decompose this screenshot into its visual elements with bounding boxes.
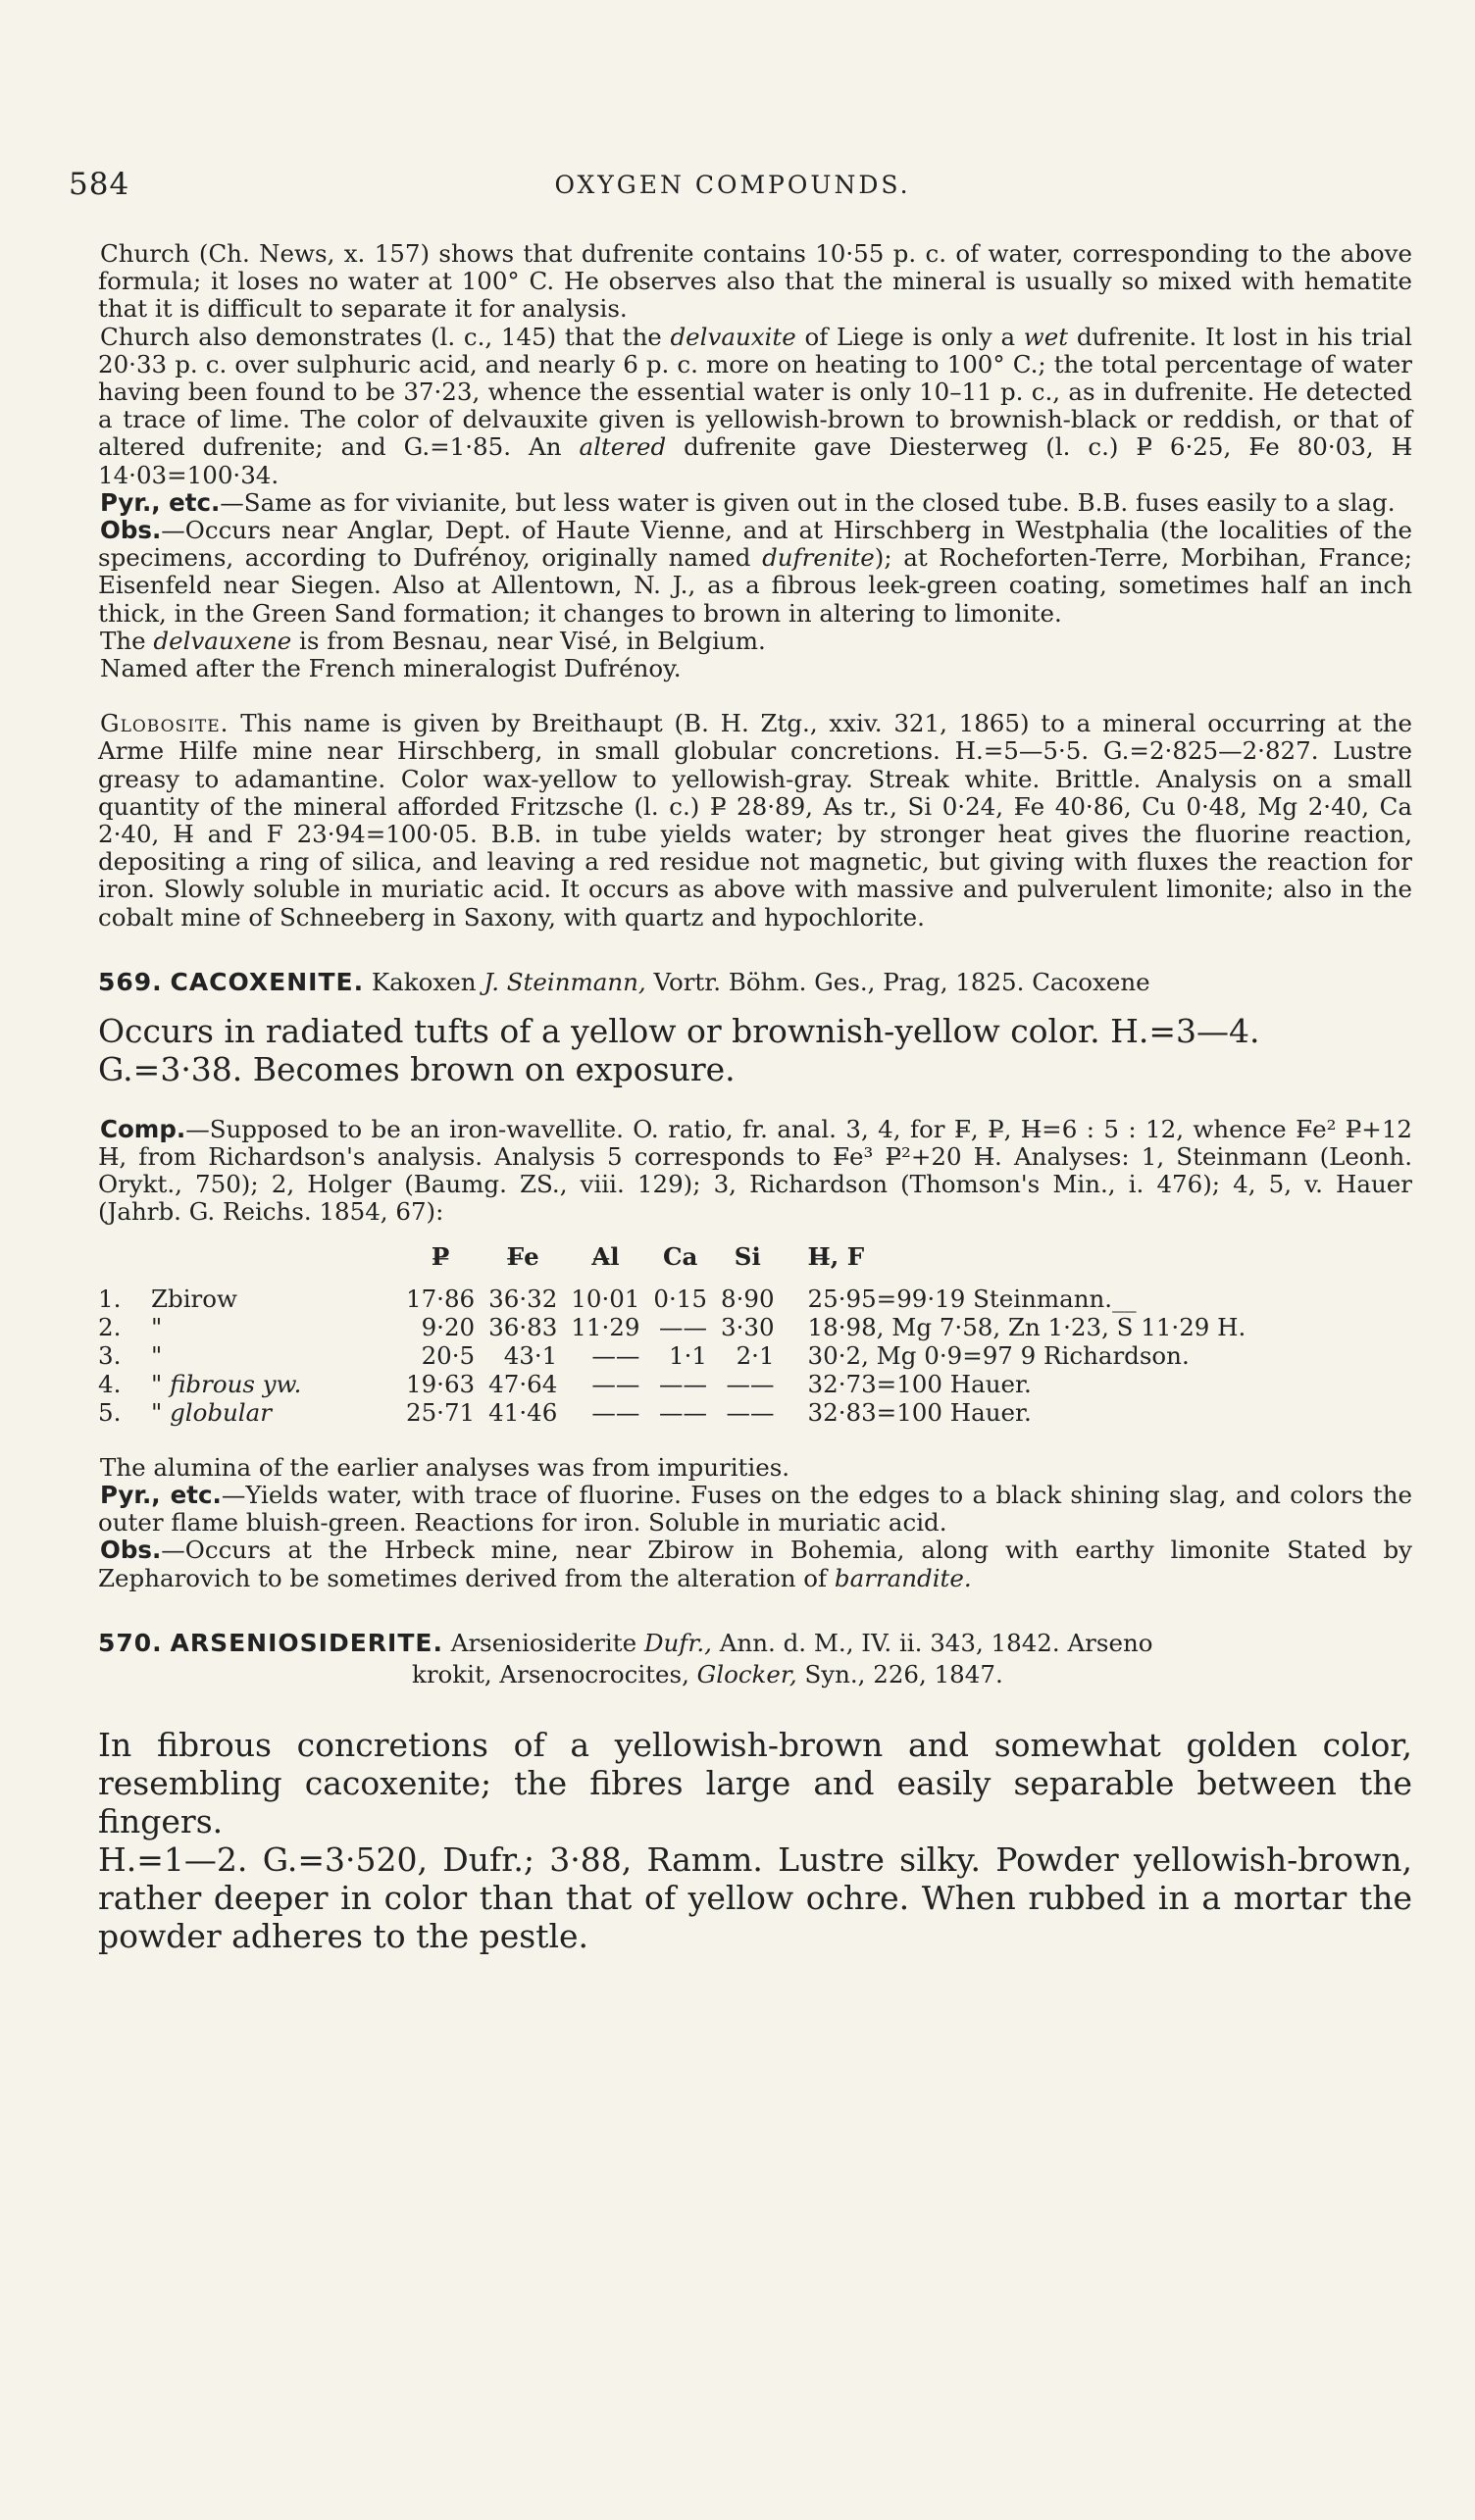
section-number: 569. xyxy=(98,967,163,996)
text: —Supposed to be an iron-wavellite. O. ratio, fr. anal. 3, 4, for F̶, P̶, H̶=6 : 5 : 12, whence F̶e² P̶+12 H̶, from Richardson's analysis. Analysis 5 corresponds to F̶e³ P̶²+20 H̶. Analyses: 1, Steinmann (Leonh. Orykt., 750); 2, Holger (Baumg. ZS., viii. 129); 3, Richardson (Thomson's Min., i. 476); 4, 5, v. Hauer (Jahrb. G. Reichs. 1854, 67): xyxy=(98,1114,1412,1227)
text: —Occurs at the Hrbeck mine, near Zbirow in Bohemia, along with earthy limonite Stated by Zepharovich to be sometimes derived from the alteration of xyxy=(98,1536,1412,1592)
cell-ca: —— xyxy=(658,1312,707,1341)
cell-rest: 18·98, Mg 7·58, Zn 1·23, S 11·29 H. xyxy=(807,1312,1246,1341)
table-header-cell: A̶l xyxy=(591,1241,620,1271)
qualifier: globular xyxy=(170,1397,272,1427)
globosite-label: Globosite. xyxy=(100,709,229,738)
text: of Liege is only a xyxy=(795,322,1024,351)
text: krokit, Arsenocrocites, xyxy=(412,1659,697,1688)
paragraph-named: Named after the French mineralogist Dufrénoy. xyxy=(100,654,682,683)
cacoxenite-description: Occurs in radiated tufts of a yellow or brownish-yellow color. H.=3—4. G.=3·38. Becomes brown on exposure. xyxy=(98,1011,1260,1088)
cell-p: 19·63 xyxy=(406,1369,476,1398)
text: —Same as for vivianite, but less water is given out in the closed tube. B.B. fuses easily to a slag. xyxy=(220,487,1396,517)
cell-ca: —— xyxy=(658,1369,707,1398)
table-row xyxy=(98,1285,1259,1313)
cell-ca: 0·15 xyxy=(653,1284,707,1313)
cell-p: 20·5 xyxy=(421,1340,476,1370)
cell-fe: 43·1 xyxy=(503,1340,558,1370)
row-locality xyxy=(151,1285,406,1313)
text: —Occurs near Anglar, Dept. of Haute Vienne, and at Hirschberg in Westphalia (the localities of the specimens, according to Dufrénoy, originally named xyxy=(98,516,1412,573)
locality: " xyxy=(151,1369,163,1398)
table-header-cell: H̶, F xyxy=(807,1241,865,1271)
obs-label: Obs. xyxy=(100,516,162,545)
table-header-cell xyxy=(98,1242,406,1285)
section-number: 570. xyxy=(98,1628,163,1657)
cell-rest: 25·95=99·19 Steinmann.__ xyxy=(807,1284,1137,1313)
text: —Yields water, with trace of fluorine. Fuses on the edges to a black shining slag, and colors the outer flame bluish-green. Reactions for iron. Soluble in muriatic acid. xyxy=(98,1480,1412,1537)
cell-fe: 36·32 xyxy=(488,1284,558,1313)
italic-text: delvauxite xyxy=(670,322,796,351)
page-header xyxy=(69,167,1397,206)
italic-text: Dufr., xyxy=(643,1628,712,1657)
cell-fe: 41·46 xyxy=(488,1397,558,1427)
italic-text: wet xyxy=(1023,322,1069,351)
arseniosiderite-properties: H.=1—2. G.=3·520, Dufr.; 3·88, Ramm. Lustre silky. Powder yellowish-brown, rather deeper in color than that of yellow ochre. When rubbed in a mortar the powder adheres to the pestle. xyxy=(98,1840,1412,1955)
cell-si: —— xyxy=(726,1369,775,1398)
cell-al: 10·01 xyxy=(571,1284,640,1313)
italic-text: barrandite. xyxy=(834,1563,972,1592)
italic-text: Glocker, xyxy=(696,1659,797,1688)
paragraph-delvauxene xyxy=(98,628,1412,655)
text: Church also demonstrates (l. c., 145) that the xyxy=(100,322,671,351)
text: Kakoxen xyxy=(364,967,484,996)
arseniosiderite-description: In fibrous concretions of a yellowish-brown and somewhat golden color, resembling cacoxenite; the fibres large and easily separable between the fingers. xyxy=(98,1725,1412,1840)
cell-al: —— xyxy=(591,1369,640,1398)
cell-si: —— xyxy=(726,1397,775,1427)
table-row xyxy=(98,1341,1259,1370)
cell-p: 17·86 xyxy=(406,1284,476,1313)
table-row xyxy=(98,1398,1259,1427)
row-locality xyxy=(151,1370,406,1398)
pyr-label: Pyr., etc. xyxy=(100,1480,222,1509)
cell-si: 2·1 xyxy=(736,1340,775,1370)
locality: Zbirow xyxy=(151,1284,237,1313)
text: ); at Rocheforten-Terre, Morbihan, France; Eisenfeld near Siegen. Also at Allentown, N. J., as a fibrous leek-green coating, sometimes half an inch thick, in the Green Sand formation; it changes to brown in altering to limonite. xyxy=(98,543,1412,628)
page-number: 584 xyxy=(69,167,130,202)
section-heading-arseniosiderite xyxy=(98,1628,1412,1659)
section-heading-cacoxenite xyxy=(98,967,1412,998)
cell-p: 25·71 xyxy=(406,1397,476,1427)
paragraph-pyr xyxy=(98,489,1412,517)
text: Syn., 226, 1847. xyxy=(796,1659,1003,1688)
row-locality xyxy=(151,1341,406,1370)
table-header-cell: Si xyxy=(734,1241,761,1271)
text: The xyxy=(100,626,154,655)
paragraph-pyr-2 xyxy=(98,1482,1412,1537)
paragraph-globosite xyxy=(98,710,1412,932)
qualifier: fibrous yw. xyxy=(170,1369,302,1398)
row-number: 1. xyxy=(98,1284,122,1313)
comp-label: Comp. xyxy=(100,1114,186,1143)
text: This name is given by Breithaupt (B. H. Ztg., xxiv. 321, 1865) to a mineral occurring at the Arme Hilfe mine near Hirschberg, in small globular concretions. H.=5—5·5. G.=2·825—2·827. Lustre greasy to adamantine. Color wax-yellow to yellowish-gray. Streak white. Brittle. Analysis on a small quantity of the mineral afforded Fritzsche (l. c.) P̶ 28·89, A̶s tr., Si 0·24, F̶e 40·86, Cu 0·48, Mg 2·40, Ca 2·40, H̶ and F 23·94=100·05. B.B. in tube yields water; by stronger heat gives the fluorine reaction, depositing a ring of silica, and leaving a red residue not magnetic, but giving with fluxes the reaction for iron. Slowly soluble in muriatic acid. It occurs as above with massive and pulverulent limonite; also in the cobalt mine of Schneeberg in Saxony, with quartz and hypochlorite. xyxy=(98,709,1412,932)
table-header-cell: Ca xyxy=(663,1241,698,1271)
row-number: 4. xyxy=(98,1369,122,1398)
text: dufrenite. It lost in his trial 20·33 p. c. over sulphuric acid, and nearly 6 p. c. more on heating to 100° C.; the total percentage of water having been found to be 37·23, whence the essential water is only 10–11 p. c., as in dufrenite. He detected a trace of lime. The color of delvauxite given is yellowish-brown to brownish-black or reddish, or that of altered dufrenite; and G.=1·85. An xyxy=(98,322,1412,462)
cell-al: —— xyxy=(591,1397,640,1427)
table-header-cell: F̶e xyxy=(506,1241,539,1271)
cell-rest: 32·83=100 Hauer. xyxy=(807,1397,1032,1427)
cell-al: —— xyxy=(591,1340,640,1370)
text: is from Besnau, near Visé, in Belgium. xyxy=(291,626,766,655)
text: Ann. d. M., IV. ii. 343, 1842. Arseno xyxy=(711,1628,1153,1657)
cell-si: 8·90 xyxy=(720,1284,775,1313)
paragraph-church-dufrenite: Church (Ch. News, x. 157) shows that dufrenite contains 10·55 p. c. of water, corresponding to the above formula; it loses no water at 100° C. He observes also that the mineral is usually so mixed with hematite that it is difficult to separate it for analysis. xyxy=(98,239,1412,324)
locality: " xyxy=(151,1340,163,1370)
text: Arseniosiderite xyxy=(442,1628,644,1657)
section-heading-continuation xyxy=(98,1659,1412,1690)
row-locality xyxy=(151,1313,406,1341)
text: dufrenite gave Diesterweg (l. c.) P̶ 6·25, F̶e 80·03, H̶ 14·03=100·34. xyxy=(98,432,1412,489)
cell-al: 11·29 xyxy=(571,1312,640,1341)
italic-text: J. Steinmann, xyxy=(483,967,646,996)
cell-rest: 30·2, Mg 0·9=97 9 Richardson. xyxy=(807,1340,1190,1370)
paragraph-obs xyxy=(98,517,1412,628)
locality: " xyxy=(151,1312,163,1341)
italic-text: altered xyxy=(579,432,667,462)
row-locality xyxy=(151,1398,406,1427)
row-number: 3. xyxy=(98,1340,122,1370)
table-header-cell: P̶ xyxy=(431,1241,450,1271)
italic-text: delvauxene xyxy=(153,626,292,655)
table-header-row xyxy=(98,1242,1259,1285)
paragraph-alumina: The alumina of the earlier analyses was from impurities. xyxy=(100,1452,790,1482)
locality: " xyxy=(151,1397,163,1427)
cell-fe: 47·64 xyxy=(488,1369,558,1398)
italic-text: dufrenite xyxy=(762,543,875,573)
section-name: ARSENIOSIDERITE. xyxy=(170,1628,443,1657)
paragraph-church-delvauxite xyxy=(98,324,1412,489)
pyr-label: Pyr., etc. xyxy=(100,487,221,517)
table-row xyxy=(98,1313,1259,1341)
section-name: CACOXENITE. xyxy=(170,967,365,996)
paragraph-obs-2 xyxy=(98,1537,1412,1591)
obs-label: Obs. xyxy=(100,1536,162,1565)
row-number: 2. xyxy=(98,1312,122,1341)
page-body xyxy=(98,240,1412,1955)
cell-ca: —— xyxy=(658,1397,707,1427)
table-row xyxy=(98,1370,1259,1398)
paragraph-comp xyxy=(98,1116,1412,1227)
cell-p: 9·20 xyxy=(421,1312,476,1341)
analysis-table xyxy=(98,1242,1259,1427)
cell-ca: 1·1 xyxy=(669,1340,707,1370)
running-title: OXYGEN COMPOUNDS. xyxy=(554,171,911,199)
cell-fe: 36·83 xyxy=(488,1312,558,1341)
text: Vortr. Böhm. Ges., Prag, 1825. Cacoxene xyxy=(645,967,1150,996)
cell-rest: 32·73=100 Hauer. xyxy=(807,1369,1032,1398)
row-number: 5. xyxy=(98,1397,122,1427)
cell-si: 3·30 xyxy=(720,1312,775,1341)
